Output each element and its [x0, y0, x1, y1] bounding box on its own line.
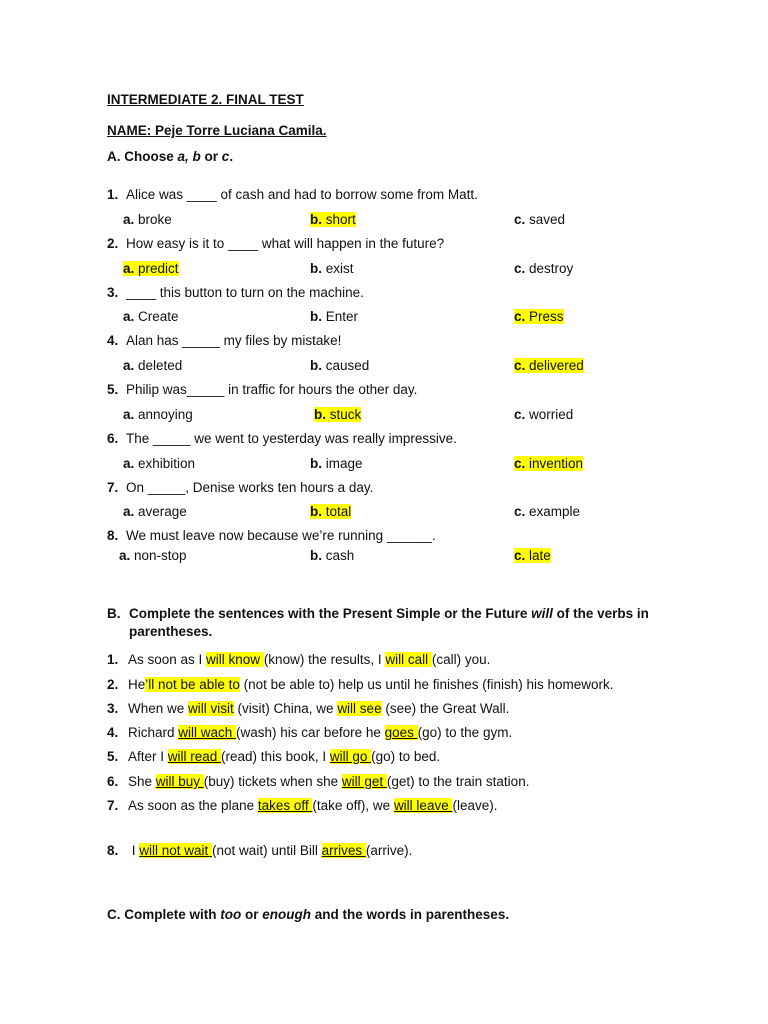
- sentence-5: [107, 749, 440, 764]
- filled-answer: goes: [384, 725, 418, 740]
- selected-answer: c. late: [514, 548, 551, 563]
- filled-answer: arrives: [321, 843, 366, 858]
- sentence-text: He: [128, 677, 146, 692]
- section-c-text-pre: C. Complete with: [107, 907, 221, 922]
- option-c: [514, 358, 584, 373]
- option-b: [310, 504, 351, 519]
- option-c: [514, 504, 580, 519]
- section-a-label-end: .: [229, 149, 234, 164]
- option-a: [123, 212, 172, 227]
- question-3: [107, 285, 364, 300]
- selected-answer: c. delivered: [514, 358, 584, 373]
- option-text: c. destroy: [514, 261, 574, 276]
- option-c: [514, 407, 573, 422]
- question-1: [107, 187, 478, 202]
- question-number: 2.: [107, 236, 119, 251]
- question-text: How easy is it to ____ what will happen in the future?: [126, 236, 445, 251]
- sentence-text: As soon as the plane: [128, 798, 258, 813]
- option-text: a. Create: [123, 309, 179, 324]
- option-b: [310, 212, 356, 227]
- question-number: 6.: [107, 431, 119, 446]
- option-a: [123, 309, 179, 324]
- filled-answer: will not wait: [139, 843, 213, 858]
- question-text: Alan has _____ my files by mistake!: [126, 333, 342, 348]
- sentence-text: (go) to the gym.: [417, 725, 513, 740]
- selected-answer: b. stuck: [314, 407, 362, 422]
- option-a: [123, 261, 179, 276]
- sentence-4: [107, 725, 512, 740]
- option-b: [310, 261, 354, 276]
- sentence-number: 8.: [107, 843, 119, 858]
- section-a-label-or: or: [200, 149, 222, 164]
- filled-answer: will see: [337, 701, 382, 716]
- question-text: We must leave now because we’re running ______.: [126, 528, 436, 543]
- selected-answer: c. Press: [514, 309, 564, 324]
- sentence-text: (leave).: [452, 798, 498, 813]
- selected-answer: b. short: [310, 212, 356, 227]
- selected-answer: b. total: [310, 504, 352, 519]
- option-c: [514, 261, 573, 276]
- section-a-label-ab: a, b: [177, 149, 201, 164]
- option-c: [514, 548, 551, 563]
- section-c-text-post: and the words in parentheses.: [311, 907, 510, 922]
- option-text: a. annoying: [123, 407, 193, 422]
- option-text: b. cash: [310, 548, 355, 563]
- section-c-enough: enough: [262, 907, 312, 922]
- question-text: On _____, Denise works ten hours a day.: [126, 480, 374, 495]
- section-b-text-pre: Complete the sentences with the Present Simple or the Future: [129, 606, 532, 621]
- sentence-1: [107, 652, 490, 667]
- sentence-text: After I: [128, 749, 168, 764]
- option-text: a. average: [123, 504, 187, 519]
- sentence-text: (buy) tickets when she: [203, 774, 342, 789]
- selected-answer: c. invention: [514, 456, 584, 471]
- section-b-instructions: [129, 605, 669, 641]
- section-a-heading: [107, 149, 233, 164]
- option-b: [310, 309, 358, 324]
- sentence-text: (arrive).: [365, 843, 413, 858]
- question-number: 3.: [107, 285, 119, 300]
- question-7: [107, 480, 373, 495]
- question-6: [107, 431, 457, 446]
- sentence-number: 2.: [107, 677, 119, 692]
- option-text: c. saved: [514, 212, 566, 227]
- selected-answer: a. predict: [123, 261, 179, 276]
- sentence-7: [107, 798, 497, 813]
- filled-answer: will visit: [188, 701, 234, 716]
- sentence-text: (take off), we: [312, 798, 394, 813]
- sentence-number: 5.: [107, 749, 119, 764]
- section-a-label: A. Choose: [107, 149, 178, 164]
- option-c: [514, 212, 565, 227]
- section-b-letter: B.: [107, 606, 121, 621]
- filled-answer: will read: [167, 749, 222, 764]
- sentence-text: (call) you.: [431, 652, 491, 667]
- sentence-text: When we: [128, 701, 189, 716]
- question-4: [107, 333, 341, 348]
- option-text: b. caused: [310, 358, 370, 373]
- option-text: a. non-stop: [119, 548, 187, 563]
- question-5: [107, 382, 417, 397]
- filled-answer: takes off: [257, 798, 313, 813]
- sentence-text: Richard: [128, 725, 179, 740]
- filled-answer: will go: [329, 749, 372, 764]
- question-text: ____ this button to turn on the machine.: [126, 285, 364, 300]
- question-number: 7.: [107, 480, 119, 495]
- sentence-text: (visit) China, we: [233, 701, 338, 716]
- question-text: Philip was_____ in traffic for hours the other day.: [126, 382, 418, 397]
- filled-answer: will leave: [393, 798, 453, 813]
- sentence-number: 4.: [107, 725, 119, 740]
- sentence-text: As soon as I: [128, 652, 207, 667]
- option-b: [314, 407, 361, 422]
- question-number: 8.: [107, 528, 119, 543]
- sentence-number: 1.: [107, 652, 119, 667]
- student-name: NAME: Peje Torre Luciana Camila.: [107, 123, 327, 138]
- sentence-number: 6.: [107, 774, 119, 789]
- option-text: b. image: [310, 456, 363, 471]
- section-a-label-c: c: [221, 149, 230, 164]
- filled-answer: will know: [206, 652, 264, 667]
- option-b: [310, 548, 354, 563]
- sentence-text: I: [128, 843, 140, 858]
- option-b: [310, 358, 369, 373]
- filled-answer: will wach: [178, 725, 237, 740]
- section-b-heading: [107, 605, 677, 639]
- sentence-text: She: [128, 774, 156, 789]
- section-c-or: or: [241, 907, 263, 922]
- filled-answer: ’ll not be able to: [145, 677, 240, 692]
- filled-answer: will call: [385, 652, 432, 667]
- option-text: c. worried: [514, 407, 574, 422]
- sentence-number: 3.: [107, 701, 119, 716]
- sentence-6: [107, 774, 529, 789]
- option-a: [123, 504, 187, 519]
- option-a: [119, 548, 187, 563]
- sentence-8: [107, 843, 412, 858]
- option-text: a. exhibition: [123, 456, 196, 471]
- section-c-heading: [107, 907, 509, 922]
- question-number: 1.: [107, 187, 119, 202]
- option-c: [514, 309, 564, 324]
- section-b-text-post: of the verbs in parentheses.: [129, 606, 649, 639]
- option-a: [123, 456, 195, 471]
- option-a: [123, 407, 193, 422]
- sentence-text: (see) the Great Wall.: [381, 701, 510, 716]
- sentence-text: (know) the results, I: [263, 652, 386, 667]
- sentence-2: [107, 677, 614, 692]
- sentence-3: [107, 701, 509, 716]
- question-2: [107, 236, 444, 251]
- sentence-text: (read) this book, I: [221, 749, 330, 764]
- sentence-text: (not wait) until Bill: [212, 843, 322, 858]
- section-c-too: too: [220, 907, 242, 922]
- filled-answer: will get: [341, 774, 387, 789]
- question-number: 4.: [107, 333, 119, 348]
- sentence-number: 7.: [107, 798, 119, 813]
- option-b: [310, 456, 363, 471]
- sentence-text: (wash) his car before he: [236, 725, 385, 740]
- option-text: b. exist: [310, 261, 354, 276]
- doc-title: INTERMEDIATE 2. FINAL TEST: [107, 92, 304, 107]
- sentence-text: (go) to bed.: [371, 749, 441, 764]
- option-a: [123, 358, 182, 373]
- sentence-text: (get) to the train station.: [386, 774, 530, 789]
- option-c: [514, 456, 583, 471]
- option-text: a. deleted: [123, 358, 183, 373]
- question-text: The _____ we went to yesterday was really impressive.: [126, 431, 457, 446]
- question-text: Alice was ____ of cash and had to borrow some from Matt.: [126, 187, 478, 202]
- question-number: 5.: [107, 382, 119, 397]
- filled-answer: will buy: [155, 774, 204, 789]
- sentence-text: (not be able to) help us until he finishes (finish) his homework.: [239, 677, 614, 692]
- option-text: c. example: [514, 504, 581, 519]
- section-b-text-will: will: [531, 606, 553, 621]
- option-text: b. Enter: [310, 309, 359, 324]
- option-text: a. broke: [123, 212, 172, 227]
- question-8: [107, 528, 436, 543]
